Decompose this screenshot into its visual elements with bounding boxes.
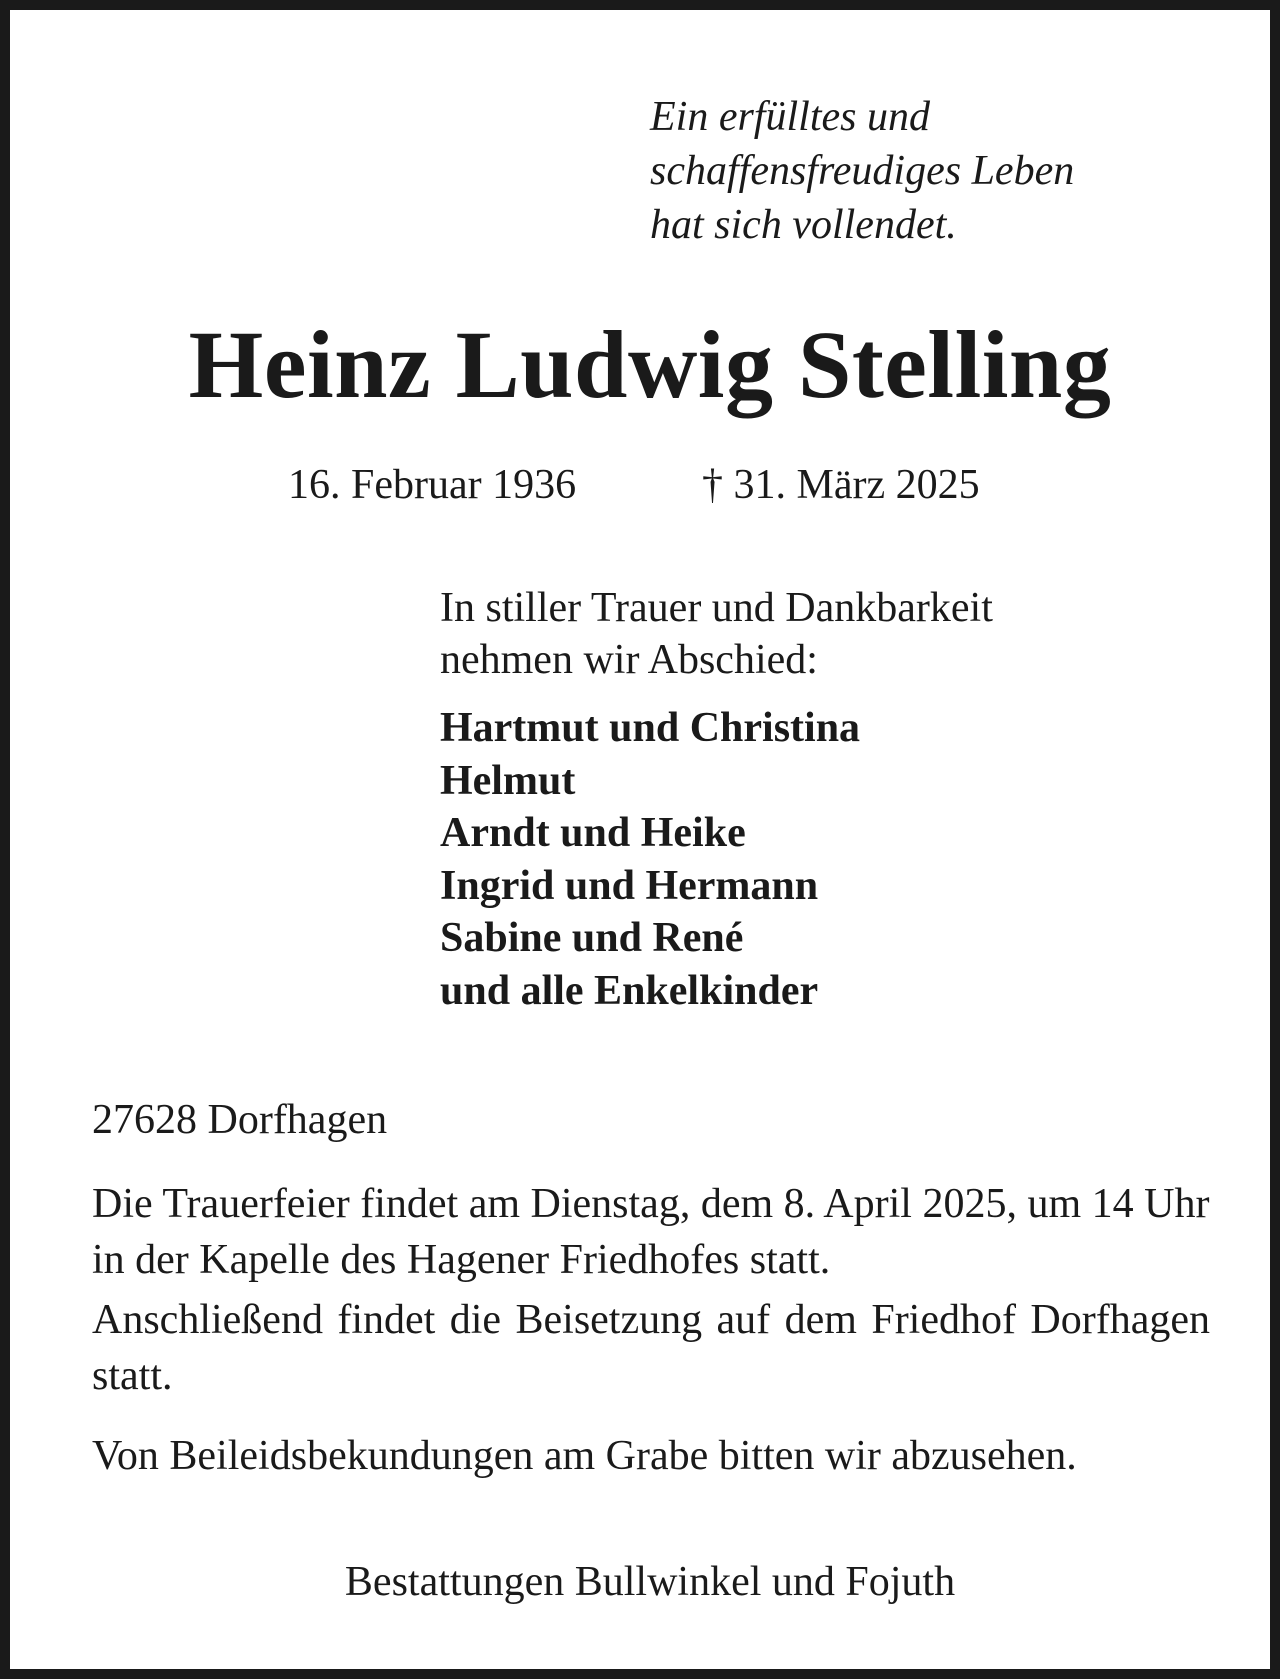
motto-quote: [650, 90, 1210, 252]
deceased-name: Heinz Ludwig Stelling: [188, 311, 1112, 418]
mourner-name: Hartmut und Christina: [440, 705, 861, 751]
mourner-name: Sabine und René: [440, 915, 744, 961]
mourners-list: [440, 702, 860, 1017]
motto-line: schaffensfreudiges Leben: [650, 148, 1075, 194]
undertaker-name: Bestattungen Bullwinkel und Fojuth: [344, 1559, 956, 1605]
mourner-name: Arndt und Heike: [440, 810, 746, 856]
mourner-name: Ingrid und Hermann: [440, 862, 819, 909]
intro-line: In stiller Trauer und Dankbarkeit: [440, 585, 993, 631]
burial-paragraph: Anschließend findet die Beisetzung auf dem Friedhof Dorfhagen statt.: [92, 1297, 1210, 1399]
mourning-intro: [440, 582, 993, 686]
mourner-name: Helmut: [440, 757, 576, 804]
motto-line: hat sich vollendet.: [650, 202, 957, 248]
condolence-note: Von Beileidsbekundungen am Grabe bitten wir abzusehen.: [92, 1433, 1077, 1479]
place-line: 27628 Dorfhagen: [92, 1097, 388, 1143]
motto-line: Ein erfülltes und: [650, 94, 930, 140]
mourner-name: und alle Enkelkinder: [440, 967, 819, 1014]
funeral-service-paragraph: Die Trauerfeier findet am Dienstag, dem 8. April 2025, um 14 Uhr in der Kapelle des Hagener Friedhofes statt.: [92, 1181, 1210, 1283]
birth-date: 16. Februar 1936: [288, 462, 577, 508]
death-date: † 31. März 2025: [702, 462, 980, 508]
intro-line: nehmen wir Abschied:: [440, 637, 818, 683]
